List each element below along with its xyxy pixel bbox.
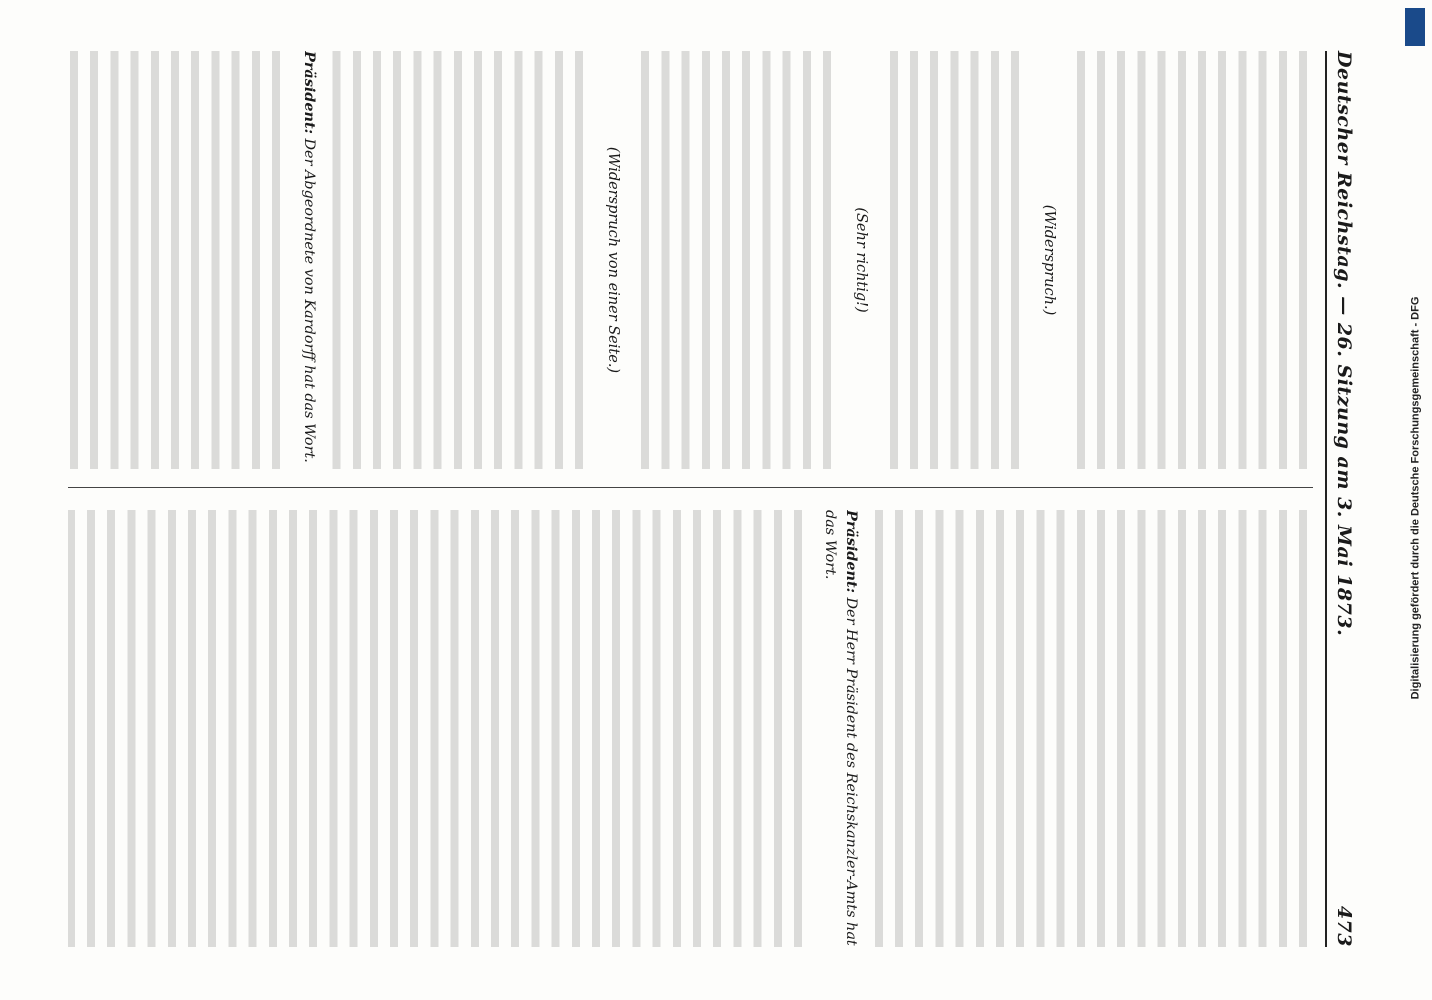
paragraph-print: [327, 51, 590, 469]
right-column: [68, 510, 1313, 947]
paragraph-print: [68, 510, 808, 947]
paragraph: [869, 510, 1313, 947]
speaker-statement: Der Herr Präsident des Reichskanzler-Amts hat das Wort.: [822, 510, 859, 946]
paragraph-print: [883, 51, 1024, 469]
rotated-page: [40, 25, 1375, 975]
speaker-line: [820, 510, 860, 947]
paragraph-print: [635, 51, 837, 469]
text-columns: [68, 51, 1313, 947]
digitization-credit-text: Digitalisierung gefördert durch die Deutsche Forschungsgemeinschaft - DFG: [1409, 296, 1421, 700]
paragraph: [327, 51, 590, 469]
paragraph: [68, 510, 808, 947]
digitization-credit: [1401, 18, 1429, 978]
paragraph: [1071, 51, 1313, 469]
running-header: [1325, 51, 1355, 947]
header-title: Deutscher Reichstag. — 26. Sitzung am 3. Mai 1873.: [1333, 51, 1355, 637]
speaker-name: Präsident:: [842, 510, 860, 593]
paragraph: [635, 51, 837, 469]
interjection: (Sehr richtig!): [853, 207, 870, 313]
paragraph: [883, 51, 1024, 469]
speaker-line: [298, 51, 318, 469]
speaker-statement: Der Abgeordnete von Kardorff hat das Wort.: [300, 133, 317, 463]
paragraph-print: [1071, 51, 1313, 469]
paragraph-print: [869, 510, 1313, 947]
page-number: 473: [1333, 905, 1355, 947]
paragraph-print: [68, 51, 286, 469]
left-column: [68, 51, 1313, 488]
speaker-name: Präsident:: [300, 51, 318, 134]
paragraph: [68, 51, 286, 469]
interjection: (Widerspruch.): [1040, 204, 1057, 316]
interjection: (Widerspruch von einer Seite.): [605, 146, 622, 374]
